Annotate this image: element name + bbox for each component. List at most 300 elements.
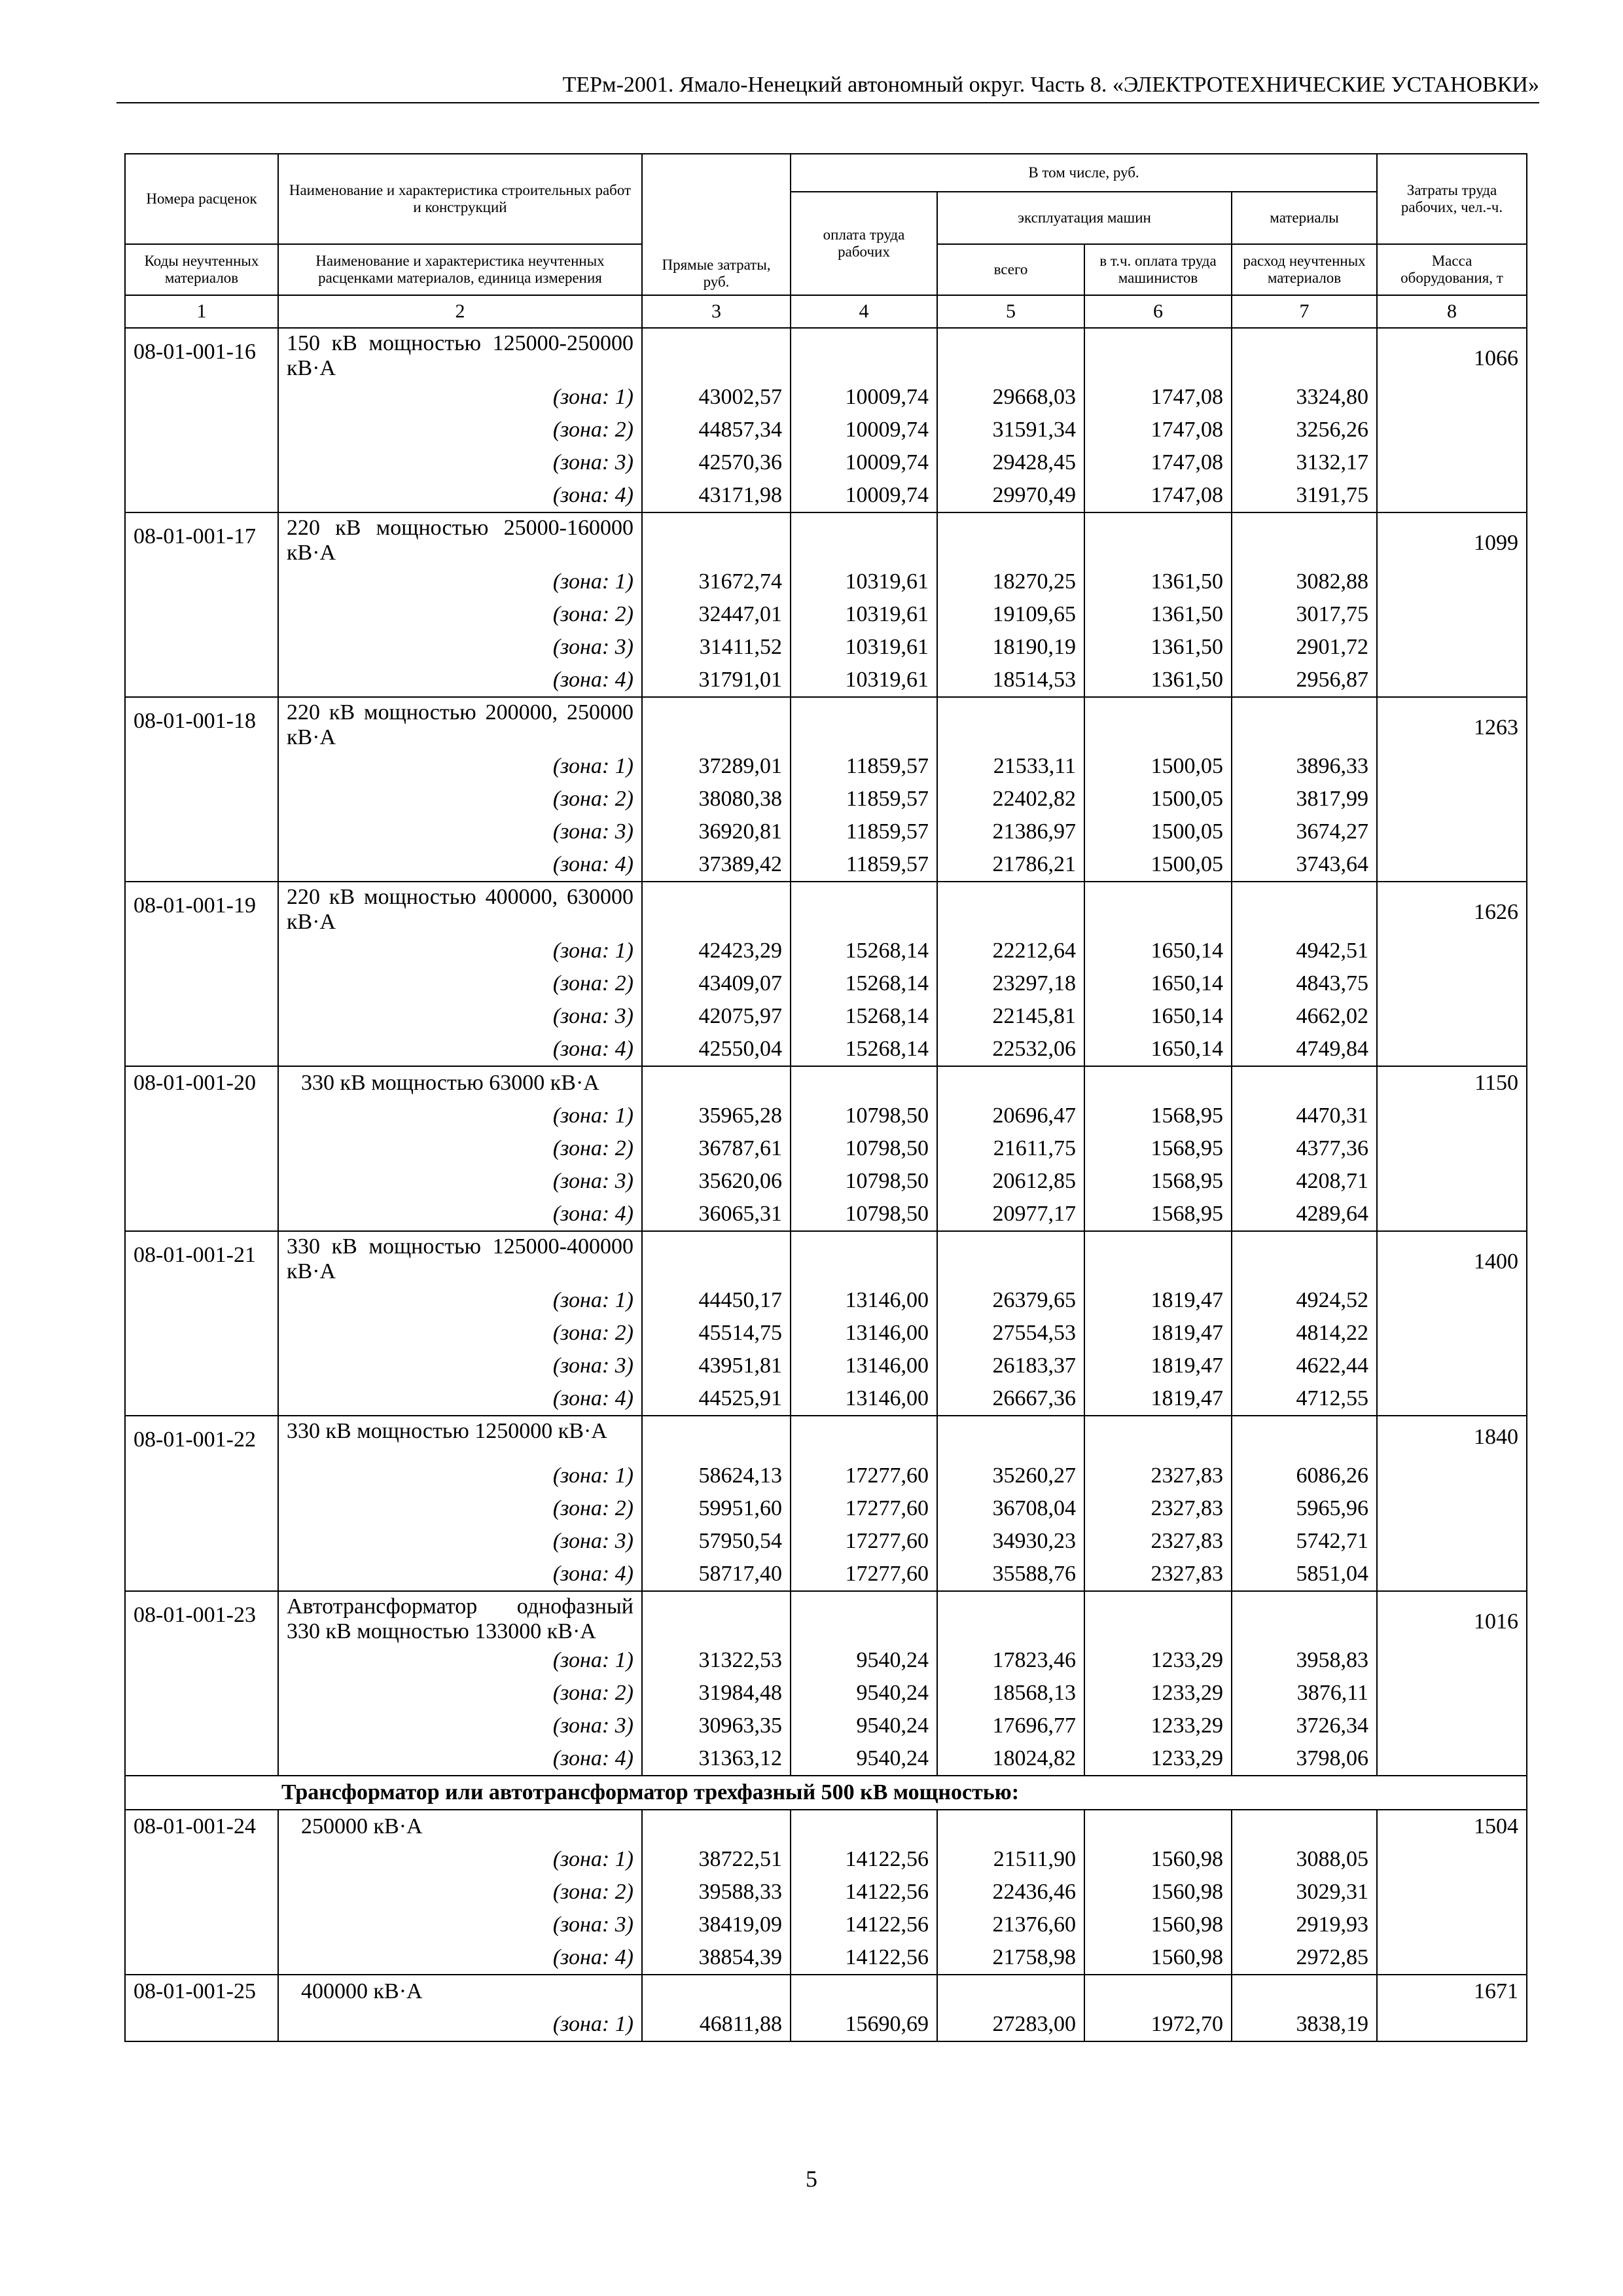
rate-code: 08-01-001-23 <box>125 1591 278 1644</box>
empty-cell <box>125 381 278 414</box>
direct-cost: 32447,01 <box>642 598 791 631</box>
worker-pay: 14122,56 <box>791 1909 937 1941</box>
col5-heading: всего <box>937 244 1084 295</box>
direct-cost: 31984,48 <box>642 1677 791 1710</box>
labor-cost: 1263 <box>1377 697 1527 750</box>
machines-total: 18568,13 <box>937 1677 1084 1710</box>
rate-code: 08-01-001-19 <box>125 882 278 935</box>
machinist-pay: 1819,47 <box>1084 1284 1232 1317</box>
empty-cell <box>1377 1460 1527 1492</box>
table-header <box>125 154 1527 328</box>
column-numbers-row <box>125 295 1527 328</box>
machinist-pay: 1560,98 <box>1084 1843 1232 1876</box>
materials-cost: 4712,55 <box>1232 1382 1377 1416</box>
machinist-pay: 1361,50 <box>1084 631 1232 664</box>
materials-cost: 3876,11 <box>1232 1677 1377 1710</box>
zone-row <box>125 1033 1527 1066</box>
empty-cell <box>1377 967 1527 1000</box>
materials-cost: 2901,72 <box>1232 631 1377 664</box>
machinist-pay: 1233,29 <box>1084 1710 1232 1742</box>
worker-pay: 10009,74 <box>791 446 937 479</box>
labor-cost: 1016 <box>1377 1591 1527 1644</box>
materials-cost: 4749,84 <box>1232 1033 1377 1066</box>
zone-label: (зона: 4) <box>278 1558 642 1591</box>
zone-row <box>125 1710 1527 1742</box>
machines-total: 26379,65 <box>937 1284 1084 1317</box>
empty-cell <box>125 783 278 816</box>
machines-total: 18514,53 <box>937 664 1084 697</box>
worker-pay: 10319,61 <box>791 664 937 697</box>
direct-cost: 31363,12 <box>642 1742 791 1776</box>
empty-cell <box>791 1975 937 2008</box>
materials-heading: материалы <box>1232 192 1377 244</box>
empty-cell <box>125 1460 278 1492</box>
empty-cell <box>1084 1810 1232 1843</box>
zone-label: (зона: 2) <box>278 1677 642 1710</box>
worker-pay: 13146,00 <box>791 1317 937 1350</box>
worker-pay: 10798,50 <box>791 1198 937 1231</box>
materials-cost: 3817,99 <box>1232 783 1377 816</box>
empty-cell <box>125 446 278 479</box>
direct-cost: 42570,36 <box>642 446 791 479</box>
empty-cell <box>791 697 937 750</box>
empty-cell <box>125 479 278 512</box>
column-number: 8 <box>1377 295 1527 328</box>
zone-label: (зона: 1) <box>278 750 642 783</box>
table-body-group <box>125 1810 1527 2041</box>
empty-cell <box>1377 1909 1527 1941</box>
machinist-pay: 1972,70 <box>1084 2008 1232 2041</box>
zone-label: (зона: 1) <box>278 1843 642 1876</box>
empty-cell <box>125 1876 278 1909</box>
table-row <box>125 697 1527 750</box>
machinist-pay: 1568,95 <box>1084 1132 1232 1165</box>
worker-pay: 11859,57 <box>791 848 937 882</box>
direct-cost: 37289,01 <box>642 750 791 783</box>
empty-cell <box>125 967 278 1000</box>
rate-code: 08-01-001-25 <box>125 1975 278 2008</box>
zone-label: (зона: 2) <box>278 414 642 446</box>
empty-cell <box>125 1742 278 1776</box>
machines-total: 26667,36 <box>937 1382 1084 1416</box>
machinist-pay: 1747,08 <box>1084 446 1232 479</box>
table-row <box>125 1231 1527 1284</box>
zone-label: (зона: 1) <box>278 935 642 967</box>
machinist-pay: 1500,05 <box>1084 783 1232 816</box>
machinist-pay: 2327,83 <box>1084 1525 1232 1558</box>
materials-cost: 4662,02 <box>1232 1000 1377 1033</box>
materials-cost: 4377,36 <box>1232 1132 1377 1165</box>
empty-cell <box>642 1591 791 1644</box>
work-name: Автотрансформатор однофазный 330 кВ мощностью 133000 кВ·А <box>278 1591 642 1644</box>
work-name: 220 кВ мощностью 25000-160000 кВ·А <box>278 512 642 565</box>
machinist-pay: 1560,98 <box>1084 1941 1232 1975</box>
empty-cell <box>1377 1876 1527 1909</box>
empty-cell <box>791 1591 937 1644</box>
empty-cell <box>1232 697 1377 750</box>
empty-cell <box>125 631 278 664</box>
materials-cost: 3191,75 <box>1232 479 1377 512</box>
empty-cell <box>791 882 937 935</box>
table-row <box>125 1975 1527 2008</box>
worker-pay: 11859,57 <box>791 750 937 783</box>
table-row <box>125 1810 1527 1843</box>
direct-cost: 35965,28 <box>642 1100 791 1132</box>
zone-label: (зона: 1) <box>278 1284 642 1317</box>
zone-label: (зона: 2) <box>278 1132 642 1165</box>
zone-row <box>125 631 1527 664</box>
machines-total: 20696,47 <box>937 1100 1084 1132</box>
worker-pay: 10009,74 <box>791 414 937 446</box>
direct-cost: 42423,29 <box>642 935 791 967</box>
empty-cell <box>1377 1843 1527 1876</box>
worker-pay: 10009,74 <box>791 479 937 512</box>
zone-label: (зона: 4) <box>278 1198 642 1231</box>
empty-cell <box>1084 328 1232 381</box>
col6-heading: в т.ч. оплата труда машинистов <box>1084 244 1232 295</box>
empty-cell <box>125 1350 278 1382</box>
materials-cost: 5851,04 <box>1232 1558 1377 1591</box>
labor-cost: 1400 <box>1377 1231 1527 1284</box>
zone-label: (зона: 3) <box>278 1165 642 1198</box>
rate-code: 08-01-001-22 <box>125 1416 278 1460</box>
machines-total: 29428,45 <box>937 446 1084 479</box>
table-row <box>125 512 1527 565</box>
worker-pay: 15690,69 <box>791 2008 937 2041</box>
machines-total: 20977,17 <box>937 1198 1084 1231</box>
empty-cell <box>937 1416 1084 1460</box>
machines-total: 19109,65 <box>937 598 1084 631</box>
worker-pay: 9540,24 <box>791 1677 937 1710</box>
machinist-pay: 1819,47 <box>1084 1382 1232 1416</box>
group-title: Трансформатор или автотрансформатор трехфазный 500 кВ мощностью: <box>125 1776 1527 1810</box>
empty-cell <box>125 848 278 882</box>
machines-total: 18270,25 <box>937 565 1084 598</box>
materials-cost: 3029,31 <box>1232 1876 1377 1909</box>
direct-cost: 31322,53 <box>642 1644 791 1677</box>
worker-pay: 13146,00 <box>791 1382 937 1416</box>
zone-row <box>125 1100 1527 1132</box>
zone-row <box>125 1558 1527 1591</box>
zone-row <box>125 1000 1527 1033</box>
col4-heading: оплата труда рабочих <box>791 192 937 295</box>
zone-label: (зона: 3) <box>278 1350 642 1382</box>
machines-total: 21533,11 <box>937 750 1084 783</box>
table-row <box>125 1066 1527 1100</box>
direct-cost: 31672,74 <box>642 565 791 598</box>
empty-cell <box>1377 446 1527 479</box>
table-body-main <box>125 328 1527 1776</box>
materials-cost: 3726,34 <box>1232 1710 1377 1742</box>
materials-cost: 3082,88 <box>1232 565 1377 598</box>
machinist-pay: 2327,83 <box>1084 1460 1232 1492</box>
empty-cell <box>1377 1742 1527 1776</box>
zone-row <box>125 446 1527 479</box>
machines-total: 27554,53 <box>937 1317 1084 1350</box>
empty-cell <box>1377 1525 1527 1558</box>
materials-cost: 3743,64 <box>1232 848 1377 882</box>
empty-cell <box>125 2008 278 2041</box>
zone-label: (зона: 1) <box>278 1460 642 1492</box>
empty-cell <box>642 882 791 935</box>
column-number: 5 <box>937 295 1084 328</box>
machinist-pay: 1650,14 <box>1084 1000 1232 1033</box>
machines-total: 36708,04 <box>937 1492 1084 1525</box>
empty-cell <box>1377 1350 1527 1382</box>
machines-total: 21786,21 <box>937 848 1084 882</box>
rate-code: 08-01-001-20 <box>125 1066 278 1100</box>
col8-bottom-heading: Масса оборудования, т <box>1377 244 1527 295</box>
empty-cell <box>937 512 1084 565</box>
empty-cell <box>791 1066 937 1100</box>
empty-cell <box>125 414 278 446</box>
work-name: 250000 кВ·А <box>278 1810 642 1843</box>
empty-cell <box>125 1941 278 1975</box>
empty-cell <box>125 1033 278 1066</box>
direct-cost: 44450,17 <box>642 1284 791 1317</box>
zone-label: (зона: 4) <box>278 1382 642 1416</box>
table-row <box>125 328 1527 381</box>
worker-pay: 10009,74 <box>791 381 937 414</box>
empty-cell <box>1232 512 1377 565</box>
table-group-section <box>125 1776 1527 1810</box>
machines-total: 21511,90 <box>937 1843 1084 1876</box>
machines-total: 26183,37 <box>937 1350 1084 1382</box>
empty-cell <box>1377 565 1527 598</box>
empty-cell <box>1377 750 1527 783</box>
zone-label: (зона: 2) <box>278 1492 642 1525</box>
direct-cost: 58624,13 <box>642 1460 791 1492</box>
direct-cost: 46811,88 <box>642 2008 791 2041</box>
direct-cost: 42550,04 <box>642 1033 791 1066</box>
empty-cell <box>642 697 791 750</box>
worker-pay: 17277,60 <box>791 1525 937 1558</box>
materials-cost: 3256,26 <box>1232 414 1377 446</box>
zone-row <box>125 1742 1527 1776</box>
work-name: 220 кВ мощностью 200000, 250000 кВ·А <box>278 697 642 750</box>
worker-pay: 9540,24 <box>791 1742 937 1776</box>
worker-pay: 17277,60 <box>791 1558 937 1591</box>
worker-pay: 9540,24 <box>791 1644 937 1677</box>
worker-pay: 15268,14 <box>791 967 937 1000</box>
worker-pay: 15268,14 <box>791 1000 937 1033</box>
materials-cost: 3017,75 <box>1232 598 1377 631</box>
empty-cell <box>642 1975 791 2008</box>
worker-pay: 13146,00 <box>791 1284 937 1317</box>
rate-code: 08-01-001-24 <box>125 1810 278 1843</box>
machines-total: 22145,81 <box>937 1000 1084 1033</box>
materials-cost: 4289,64 <box>1232 1198 1377 1231</box>
in-total-heading: В том числе, руб. <box>791 154 1377 192</box>
zone-label: (зона: 3) <box>278 1710 642 1742</box>
machinist-pay: 1500,05 <box>1084 816 1232 848</box>
worker-pay: 13146,00 <box>791 1350 937 1382</box>
machinist-pay: 1361,50 <box>1084 598 1232 631</box>
zone-row <box>125 848 1527 882</box>
direct-cost: 45514,75 <box>642 1317 791 1350</box>
empty-cell <box>1377 1382 1527 1416</box>
empty-cell <box>125 1132 278 1165</box>
machinist-pay: 1361,50 <box>1084 565 1232 598</box>
machinist-pay: 1650,14 <box>1084 1033 1232 1066</box>
empty-cell <box>1377 1317 1527 1350</box>
labor-cost: 1504 <box>1377 1810 1527 1843</box>
labor-cost: 1840 <box>1377 1416 1527 1460</box>
direct-cost: 44857,34 <box>642 414 791 446</box>
machines-total: 22532,06 <box>937 1033 1084 1066</box>
empty-cell <box>1377 1100 1527 1132</box>
worker-pay: 10798,50 <box>791 1165 937 1198</box>
empty-cell <box>937 1975 1084 2008</box>
machines-total: 35588,76 <box>937 1558 1084 1591</box>
zone-label: (зона: 1) <box>278 381 642 414</box>
empty-cell <box>125 598 278 631</box>
col8-top-heading: Затраты труда рабочих, чел.-ч. <box>1377 154 1527 244</box>
empty-cell <box>125 1909 278 1941</box>
empty-cell <box>1084 1416 1232 1460</box>
direct-cost: 38854,39 <box>642 1941 791 1975</box>
work-name: 330 кВ мощностью 63000 кВ·А <box>278 1066 642 1100</box>
zone-row <box>125 1165 1527 1198</box>
machines-total: 21758,98 <box>937 1941 1084 1975</box>
direct-cost: 38722,51 <box>642 1843 791 1876</box>
zone-label: (зона: 4) <box>278 479 642 512</box>
empty-cell <box>125 750 278 783</box>
machinist-pay: 1361,50 <box>1084 664 1232 697</box>
machinist-pay: 1650,14 <box>1084 967 1232 1000</box>
machinist-pay: 1500,05 <box>1084 848 1232 882</box>
machinist-pay: 1819,47 <box>1084 1350 1232 1382</box>
empty-cell <box>1377 1284 1527 1317</box>
empty-cell <box>642 1231 791 1284</box>
materials-cost: 4208,71 <box>1232 1165 1377 1198</box>
empty-cell <box>125 935 278 967</box>
zone-row <box>125 664 1527 697</box>
zone-row <box>125 565 1527 598</box>
zone-row <box>125 1317 1527 1350</box>
materials-cost: 4924,52 <box>1232 1284 1377 1317</box>
zone-row <box>125 935 1527 967</box>
zone-label: (зона: 2) <box>278 598 642 631</box>
direct-cost: 36787,61 <box>642 1132 791 1165</box>
materials-cost: 4843,75 <box>1232 967 1377 1000</box>
machinist-pay: 1233,29 <box>1084 1742 1232 1776</box>
empty-cell <box>125 565 278 598</box>
direct-cost: 43002,57 <box>642 381 791 414</box>
machinist-pay: 1568,95 <box>1084 1100 1232 1132</box>
worker-pay: 10319,61 <box>791 565 937 598</box>
empty-cell <box>791 1416 937 1460</box>
zone-row <box>125 1876 1527 1909</box>
machinist-pay: 2327,83 <box>1084 1558 1232 1591</box>
empty-cell <box>642 512 791 565</box>
empty-cell <box>125 816 278 848</box>
work-name: 330 кВ мощностью 125000-400000 кВ·А <box>278 1231 642 1284</box>
work-name: 400000 кВ·А <box>278 1975 642 2008</box>
zone-row <box>125 1132 1527 1165</box>
direct-cost: 39588,33 <box>642 1876 791 1909</box>
zone-label: (зона: 3) <box>278 1909 642 1941</box>
rate-code: 08-01-001-18 <box>125 697 278 750</box>
col7-heading: расход неучтенных материалов <box>1232 244 1377 295</box>
empty-cell <box>937 328 1084 381</box>
empty-cell <box>1084 1231 1232 1284</box>
empty-cell <box>1377 1558 1527 1591</box>
zone-row <box>125 750 1527 783</box>
empty-cell <box>125 1100 278 1132</box>
empty-cell <box>937 697 1084 750</box>
empty-cell <box>1377 1198 1527 1231</box>
zone-row <box>125 1284 1527 1317</box>
empty-cell <box>642 1810 791 1843</box>
direct-cost: 38080,38 <box>642 783 791 816</box>
zone-row <box>125 1644 1527 1677</box>
machinist-pay: 1747,08 <box>1084 381 1232 414</box>
direct-cost: 31411,52 <box>642 631 791 664</box>
machines-total: 23297,18 <box>937 967 1084 1000</box>
zone-label: (зона: 1) <box>278 1644 642 1677</box>
table-row <box>125 1416 1527 1460</box>
empty-cell <box>1377 783 1527 816</box>
materials-cost: 3324,80 <box>1232 381 1377 414</box>
empty-cell <box>1377 816 1527 848</box>
materials-cost: 4942,51 <box>1232 935 1377 967</box>
machinist-pay: 2327,83 <box>1084 1492 1232 1525</box>
worker-pay: 15268,14 <box>791 935 937 967</box>
zone-label: (зона: 3) <box>278 631 642 664</box>
zone-row <box>125 1350 1527 1382</box>
machines-total: 18024,82 <box>937 1742 1084 1776</box>
machines-total: 27283,00 <box>937 2008 1084 2041</box>
worker-pay: 14122,56 <box>791 1941 937 1975</box>
materials-cost: 2956,87 <box>1232 664 1377 697</box>
col2-top-heading: Наименование и характеристика строительных работ и конструкций <box>278 154 642 244</box>
direct-cost: 37389,42 <box>642 848 791 882</box>
rate-code: 08-01-001-17 <box>125 512 278 565</box>
work-name: 330 кВ мощностью 1250000 кВ·А <box>278 1416 642 1460</box>
machines-total: 17696,77 <box>937 1710 1084 1742</box>
materials-cost: 3674,27 <box>1232 816 1377 848</box>
empty-cell <box>791 1810 937 1843</box>
zone-label: (зона: 1) <box>278 2008 642 2041</box>
machines-total: 22212,64 <box>937 935 1084 967</box>
machinist-pay: 1560,98 <box>1084 1909 1232 1941</box>
materials-cost: 4470,31 <box>1232 1100 1377 1132</box>
empty-cell <box>125 1558 278 1591</box>
zone-label: (зона: 4) <box>278 664 642 697</box>
machines-total: 22402,82 <box>937 783 1084 816</box>
empty-cell <box>1377 479 1527 512</box>
zone-label: (зона: 3) <box>278 446 642 479</box>
worker-pay: 10319,61 <box>791 631 937 664</box>
zone-label: (зона: 2) <box>278 1317 642 1350</box>
empty-cell <box>1084 512 1232 565</box>
worker-pay: 11859,57 <box>791 783 937 816</box>
materials-cost: 2919,93 <box>1232 1909 1377 1941</box>
direct-cost: 38419,09 <box>642 1909 791 1941</box>
worker-pay: 17277,60 <box>791 1492 937 1525</box>
empty-cell <box>642 1066 791 1100</box>
zone-row <box>125 1843 1527 1876</box>
empty-cell <box>125 1677 278 1710</box>
worker-pay: 15268,14 <box>791 1033 937 1066</box>
worker-pay: 10319,61 <box>791 598 937 631</box>
direct-cost: 36920,81 <box>642 816 791 848</box>
empty-cell <box>1377 1710 1527 1742</box>
machinist-pay: 1560,98 <box>1084 1876 1232 1909</box>
empty-cell <box>125 1165 278 1198</box>
zone-label: (зона: 2) <box>278 967 642 1000</box>
